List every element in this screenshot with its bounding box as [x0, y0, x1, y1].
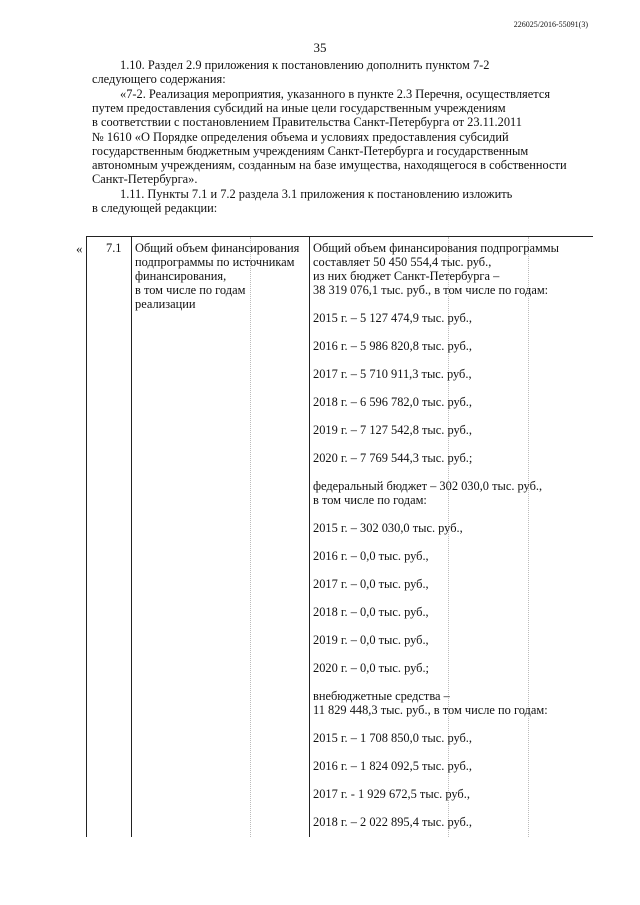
- line-spacer: [313, 801, 589, 815]
- open-quote-mark: «: [76, 241, 83, 256]
- column-divider: [131, 237, 132, 837]
- line-spacer: [313, 381, 589, 395]
- text-line: следующего содержания:: [92, 72, 226, 87]
- content-line: 2017 г. – 0,0 тыс. руб.,: [313, 577, 429, 591]
- faint-dotted-guide: [250, 237, 251, 837]
- content-line: в том числе по годам:: [313, 493, 427, 507]
- row-content: [313, 241, 589, 829]
- column-divider: [309, 237, 310, 837]
- label-line: Общий объем финансирования: [135, 241, 300, 255]
- line-spacer: [313, 647, 589, 661]
- content-line: 2019 г. – 0,0 тыс. руб.,: [313, 633, 429, 647]
- line-spacer: [313, 409, 589, 423]
- label-line: реализации: [135, 297, 196, 311]
- content-line: 2016 г. – 5 986 820,8 тыс. руб.,: [313, 339, 473, 353]
- line-spacer: [313, 437, 589, 451]
- paragraph-1-11: [92, 187, 590, 215]
- line-spacer: [313, 619, 589, 633]
- document-registration-number: 226025/2016-55091(3): [513, 20, 588, 29]
- row-number: 7.1: [106, 241, 122, 255]
- line-spacer: [313, 563, 589, 577]
- financing-table: [86, 236, 593, 837]
- text-line: «7-2. Реализация мероприятия, указанного в пункте 2.3 Перечня, осуществляется: [120, 87, 551, 101]
- page-number: 35: [313, 40, 327, 55]
- content-line: 2015 г. – 1 708 850,0 тыс. руб.,: [313, 731, 473, 745]
- content-line: 2018 г. – 2 022 895,4 тыс. руб.,: [313, 815, 473, 829]
- text-line: Санкт-Петербурга».: [92, 172, 198, 187]
- line-spacer: [313, 745, 589, 759]
- line-spacer: [313, 353, 589, 367]
- paragraph-7-2: [92, 87, 590, 186]
- line-spacer: [313, 717, 589, 731]
- text-line: 1.11. Пункты 7.1 и 7.2 раздела 3.1 приложения к постановлению изложить: [120, 187, 513, 201]
- content-line: федеральный бюджет – 302 030,0 тыс. руб.,: [313, 479, 543, 493]
- text-line: путем предоставления субсидий на иные цели государственным учреждениям: [92, 101, 506, 116]
- line-spacer: [313, 297, 589, 311]
- text-line: 1.10. Раздел 2.9 приложения к постановлению дополнить пунктом 7-2: [120, 58, 490, 72]
- content-line: 2016 г. – 0,0 тыс. руб.,: [313, 549, 429, 563]
- text-line: автономным учреждениям, созданным на базе имущества, находящегося в собственности: [92, 158, 567, 173]
- content-line: из них бюджет Санкт-Петербурга –: [313, 269, 500, 283]
- content-line: составляет 50 450 554,4 тыс. руб.,: [313, 255, 492, 269]
- row-label: [135, 241, 313, 311]
- text-line: в соответствии с постановлением Правительства Санкт-Петербурга от 23.11.2011: [92, 115, 522, 130]
- content-line: 2019 г. – 7 127 542,8 тыс. руб.,: [313, 423, 473, 437]
- label-line: подпрограммы по источникам: [135, 255, 295, 269]
- line-spacer: [313, 675, 589, 689]
- content-line: 2015 г. – 302 030,0 тыс. руб.,: [313, 521, 463, 535]
- text-line: государственным бюджетным учреждениям Санкт-Петербурга и государственным: [92, 143, 529, 158]
- line-spacer: [313, 465, 589, 479]
- content-line: 2020 г. – 0,0 тыс. руб.;: [313, 661, 429, 675]
- label-line: финансирования,: [135, 269, 227, 283]
- line-spacer: [313, 507, 589, 521]
- content-line: 2015 г. – 5 127 474,9 тыс. руб.,: [313, 311, 473, 325]
- content-line: 2020 г. – 7 769 544,3 тыс. руб.;: [313, 451, 473, 465]
- line-spacer: [313, 325, 589, 339]
- content-line: 2017 г. – 5 710 911,3 тыс. руб.,: [313, 367, 472, 381]
- line-spacer: [313, 773, 589, 787]
- content-line: 2018 г. – 6 596 782,0 тыс. руб.,: [313, 395, 473, 409]
- content-line: 2016 г. – 1 824 092,5 тыс. руб.,: [313, 759, 473, 773]
- content-line: Общий объем финансирования подпрограммы: [313, 241, 559, 255]
- content-line: 2017 г. - 1 929 672,5 тыс. руб.,: [313, 787, 470, 801]
- content-line: внебюджетные средства –: [313, 689, 450, 703]
- line-spacer: [313, 591, 589, 605]
- text-line: в следующей редакции:: [92, 201, 218, 216]
- label-line: в том числе по годам: [135, 283, 246, 297]
- text-line: № 1610 «О Порядке определения объема и условиях предоставления субсидий: [92, 129, 509, 144]
- content-line: 11 829 448,3 тыс. руб., в том числе по годам:: [313, 703, 548, 717]
- paragraph-1-10: [92, 58, 590, 86]
- content-line: 2018 г. – 0,0 тыс. руб.,: [313, 605, 429, 619]
- line-spacer: [313, 535, 589, 549]
- content-line: 38 319 076,1 тыс. руб., в том числе по годам:: [313, 283, 549, 297]
